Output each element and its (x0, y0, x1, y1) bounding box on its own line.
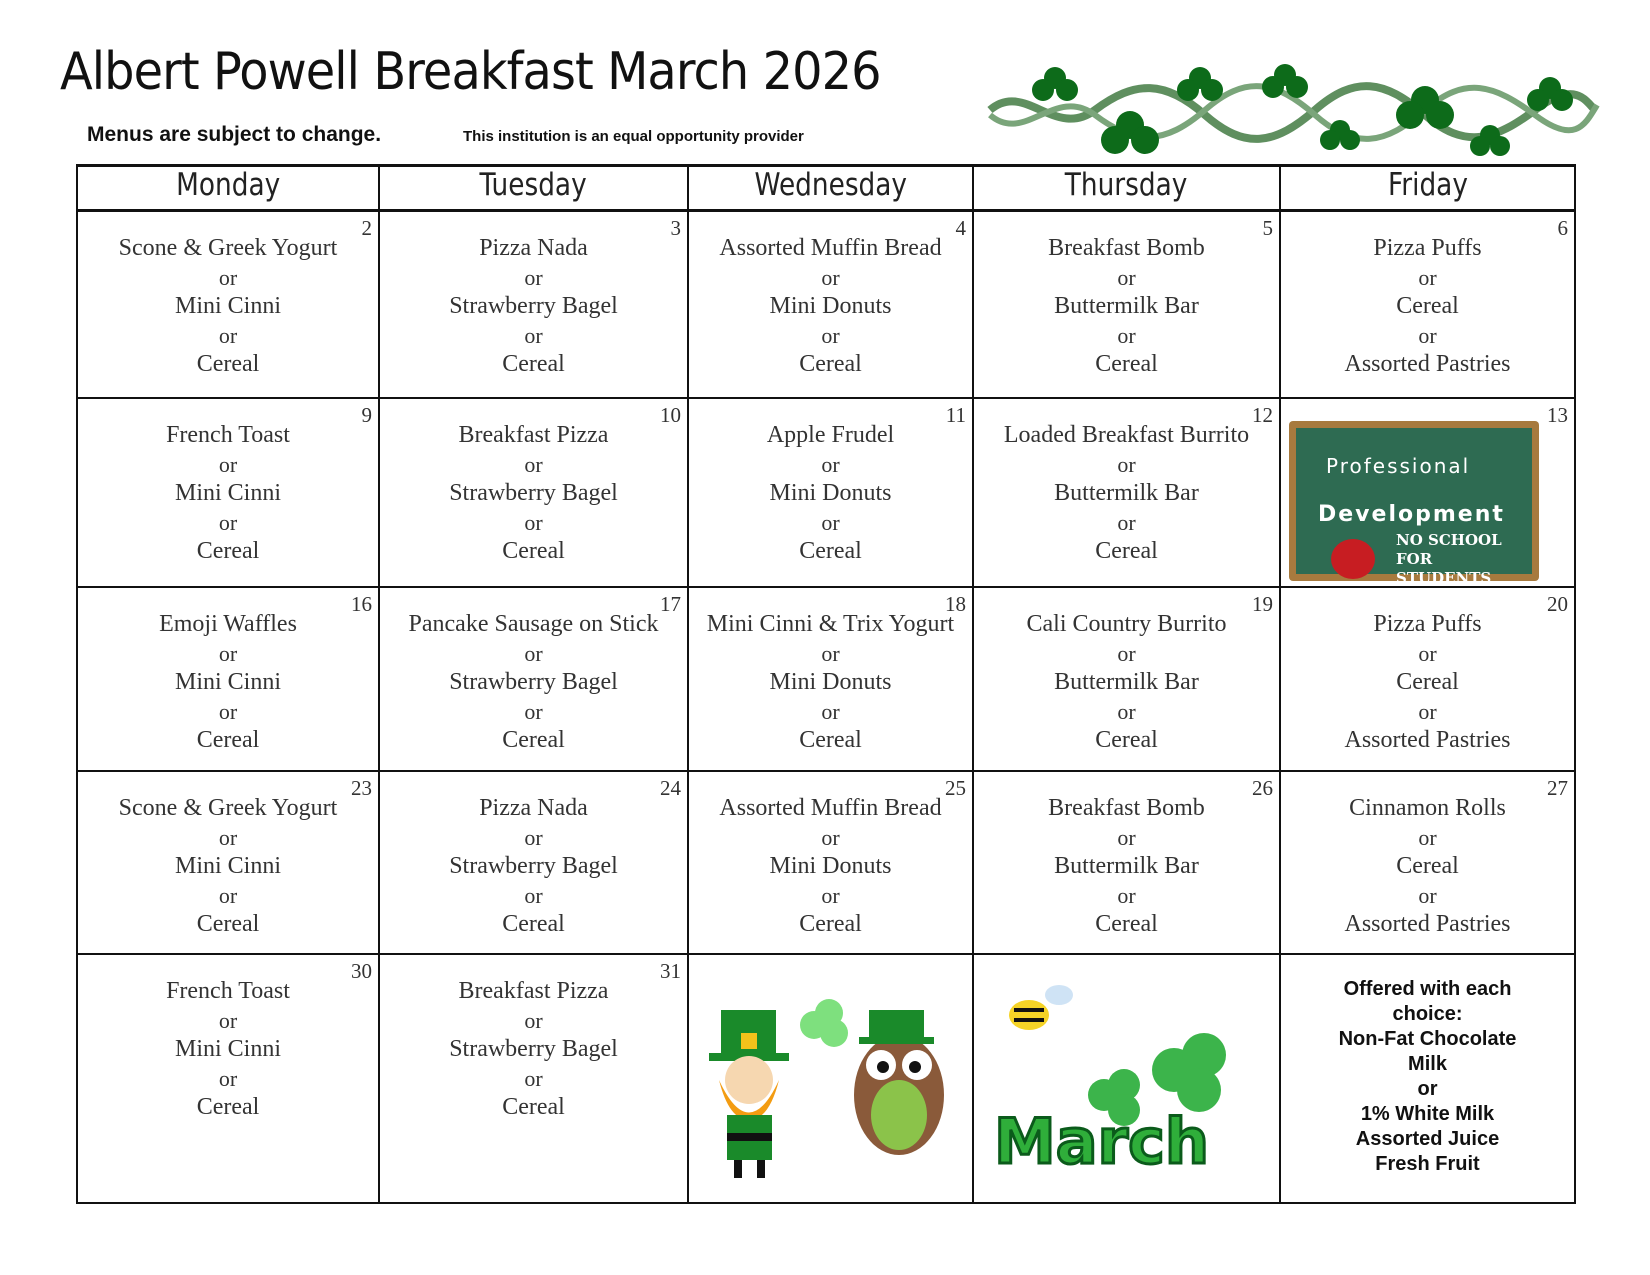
menu-item: Strawberry Bagel (449, 293, 618, 319)
or-separator: or (1418, 698, 1437, 724)
date-number: 26 (1252, 775, 1273, 800)
note-line: 1% White Milk (1360, 1102, 1495, 1125)
menu-item: Pizza Nada (479, 794, 588, 821)
day-cell (379, 771, 688, 954)
menu-item: Strawberry Bagel (449, 1035, 618, 1062)
day-header-friday (1280, 166, 1575, 211)
note-line: Assorted Juice (1355, 1127, 1500, 1150)
date-number: 24 (660, 775, 681, 800)
menu-item: Scone & Greek Yogurt (118, 794, 338, 821)
menu-item: Mini Cinni (174, 852, 282, 879)
day-cell (1280, 954, 1575, 1203)
or-separator: or (1117, 882, 1136, 908)
note-line: Offered with each (1343, 977, 1512, 1000)
menu-item: Assorted Pastries (1344, 726, 1511, 753)
day-label: Tuesday (479, 167, 588, 203)
menu-item: Cereal (1396, 668, 1459, 695)
menu-items (974, 212, 1279, 379)
menu-item: Cereal (502, 726, 565, 753)
menu-items (380, 955, 687, 1122)
or-separator: or (1418, 323, 1437, 348)
march-illustration (974, 955, 1279, 1195)
week-row (77, 398, 1575, 587)
day-header-monday (77, 166, 379, 211)
date-number: 27 (1547, 775, 1568, 800)
date-number: 19 (1252, 591, 1273, 616)
menu-items (1281, 772, 1574, 939)
menu-item: Mini Donuts (769, 293, 892, 319)
or-separator: or (1117, 509, 1136, 535)
day-cell (77, 398, 379, 587)
board-line: STUDENTS (1396, 568, 1492, 587)
menu-item: Buttermilk Bar (1054, 668, 1199, 695)
day-cell (1280, 771, 1575, 954)
menu-item: French Toast (166, 977, 290, 1004)
or-separator: or (1418, 882, 1437, 908)
menu-item: Pizza Puffs (1373, 235, 1482, 261)
day-cell (688, 954, 973, 1203)
menu-item: Mini Cinni (174, 1035, 282, 1062)
menu-items (78, 212, 378, 379)
or-separator: or (218, 698, 238, 724)
breakfast-calendar (76, 164, 1576, 1204)
date-number: 11 (945, 402, 966, 427)
or-separator: or (821, 451, 840, 477)
or-separator: or (1117, 451, 1136, 477)
or-separator: or (821, 698, 840, 724)
menu-items (78, 955, 378, 1122)
menu-item: Buttermilk Bar (1054, 293, 1199, 319)
or-separator: or (821, 265, 840, 290)
menu-item: Assorted Pastries (1344, 910, 1511, 937)
menu-item: Breakfast Bomb (1048, 235, 1205, 261)
day-header-wednesday (688, 166, 973, 211)
day-cell (379, 954, 688, 1203)
menu-item: Apple Frudel (766, 421, 895, 448)
day-cell (1280, 398, 1575, 587)
or-separator: or (218, 640, 238, 666)
or-separator: or (218, 451, 238, 477)
or-separator: or (218, 882, 238, 908)
menu-items (974, 772, 1279, 939)
day-cell (77, 211, 379, 398)
day-cell (973, 587, 1280, 771)
or-separator: or (524, 882, 543, 908)
date-number: 9 (361, 402, 372, 427)
menu-item: Breakfast Bomb (1048, 794, 1205, 821)
menu-items (380, 588, 687, 755)
day-header-thursday (973, 166, 1280, 211)
or-separator: or (524, 1007, 543, 1033)
menu-item: Cereal (1095, 537, 1158, 564)
date-number: 2 (361, 216, 372, 240)
menu-item: Mini Donuts (769, 479, 892, 506)
day-cell (973, 954, 1280, 1203)
menu-item: Strawberry Bagel (449, 668, 618, 695)
leprechaun-owl-illustration (689, 955, 972, 1202)
or-separator: or (821, 824, 840, 850)
day-cell (973, 771, 1280, 954)
or-separator: or (1117, 640, 1136, 666)
day-cell (688, 398, 973, 587)
day-cell (688, 211, 973, 398)
menu-item: Breakfast Pizza (458, 977, 609, 1004)
day-cell (379, 211, 688, 398)
day-cell (379, 398, 688, 587)
day-header-tuesday (379, 166, 688, 211)
date-number: 3 (670, 216, 681, 240)
menu-item: Cereal (1095, 726, 1158, 753)
menu-item: Assorted Pastries (1344, 351, 1511, 377)
or-separator: or (524, 698, 543, 724)
shamrock-vine-icon (985, 60, 1605, 165)
or-separator: or (1418, 640, 1437, 666)
or-separator: or (524, 824, 543, 850)
date-number: 23 (351, 775, 372, 800)
menu-item: Mini Cinni (174, 668, 282, 695)
menu-item: Strawberry Bagel (449, 479, 618, 506)
week-row (77, 587, 1575, 771)
note-line: or (1417, 1077, 1438, 1100)
date-number: 16 (351, 591, 372, 616)
menu-item: Cereal (502, 537, 565, 564)
menu-item: Cereal (799, 351, 862, 377)
or-separator: or (524, 1065, 543, 1091)
day-cell (77, 771, 379, 954)
or-separator: or (821, 323, 840, 348)
date-number: 31 (660, 958, 681, 983)
note-line: Fresh Fruit (1375, 1152, 1480, 1175)
day-cell (379, 587, 688, 771)
menu-item: Loaded Breakfast Burrito (1003, 421, 1250, 448)
menu-item: Cereal (196, 1093, 260, 1120)
menu-item: Buttermilk Bar (1054, 852, 1199, 879)
menu-items (78, 399, 378, 566)
menu-item: Cereal (502, 351, 565, 377)
menu-item: Breakfast Pizza (458, 421, 609, 448)
menu-items (974, 399, 1279, 566)
menu-item: Pizza Puffs (1373, 610, 1482, 637)
menu-item: Mini Cinni (174, 293, 282, 319)
menu-items (974, 588, 1279, 755)
day-cell (688, 587, 973, 771)
date-number: 10 (660, 402, 681, 427)
or-separator: or (218, 1065, 238, 1091)
or-separator: or (1117, 698, 1136, 724)
menu-item: Pizza Nada (479, 235, 588, 261)
week-row (77, 771, 1575, 954)
menu-items (689, 212, 972, 379)
date-number: 6 (1557, 216, 1568, 240)
menu-item: Cereal (1396, 852, 1459, 879)
board-line: Professional (1326, 453, 1471, 478)
menu-item: Emoji Waffles (159, 610, 297, 637)
day-label: Friday (1387, 167, 1468, 203)
apple-icon (1331, 539, 1375, 579)
menu-item: Cereal (196, 726, 260, 753)
day-cell (973, 211, 1280, 398)
day-label: Wednesday (754, 167, 907, 203)
date-number: 5 (1262, 216, 1273, 240)
day-label: Monday (175, 167, 281, 203)
menu-items (689, 399, 972, 566)
menu-item: Assorted Muffin Bread (719, 794, 942, 821)
date-number: 20 (1547, 591, 1568, 616)
menu-item: Cinnamon Rolls (1349, 794, 1506, 821)
or-separator: or (821, 640, 840, 666)
day-label: Thursday (1065, 167, 1188, 203)
menu-item: Cereal (799, 726, 862, 753)
menu-items (380, 212, 687, 379)
menu-item: Cereal (196, 351, 260, 377)
date-number: 4 (955, 216, 966, 240)
or-separator: or (1117, 824, 1136, 850)
or-separator: or (524, 509, 543, 535)
menu-item: Cereal (196, 910, 260, 937)
menu-item: Cereal (799, 537, 862, 564)
menu-item: Cereal (1095, 351, 1158, 377)
march-label: March (994, 1104, 1210, 1178)
date-number: 12 (1252, 402, 1273, 427)
board-line: Development (1318, 501, 1505, 527)
date-number: 30 (351, 958, 372, 983)
menu-item: Cereal (1095, 910, 1158, 937)
week-row (77, 954, 1575, 1203)
menu-change-note: Menus are subject to change. (87, 123, 382, 146)
date-number: 18 (945, 591, 966, 616)
or-separator: or (218, 323, 238, 348)
menu-items (689, 772, 972, 939)
note-line: Non-Fat Chocolate (1338, 1027, 1517, 1050)
or-separator: or (218, 509, 238, 535)
equal-opportunity-notice: This institution is an equal opportunity provider (463, 128, 804, 145)
menu-item: Mini Donuts (769, 668, 892, 695)
menu-item: Cereal (799, 910, 862, 937)
or-separator: or (1117, 323, 1136, 348)
day-cell (1280, 211, 1575, 398)
menu-item: Cereal (502, 1093, 565, 1120)
menu-item: Mini Cinni & Trix Yogurt (706, 610, 955, 637)
or-separator: or (524, 640, 543, 666)
day-cell (1280, 587, 1575, 771)
or-separator: or (1418, 265, 1437, 290)
or-separator: or (1117, 265, 1136, 290)
date-number: 13 (1547, 402, 1568, 427)
or-separator: or (524, 323, 543, 348)
menu-item: Strawberry Bagel (449, 852, 618, 879)
day-cell (688, 771, 973, 954)
date-number: 17 (660, 591, 681, 616)
or-separator: or (218, 824, 238, 850)
or-separator: or (821, 509, 840, 535)
board-line: NO SCHOOL FOR (1396, 530, 1502, 568)
menu-items (689, 588, 972, 755)
menu-item: Cereal (1396, 293, 1459, 319)
or-separator: or (218, 265, 238, 290)
menu-items (78, 588, 378, 755)
page-title: Albert Powell Breakfast March 2026 (60, 42, 881, 102)
note-line: choice: (1392, 1002, 1463, 1025)
or-separator: or (218, 1007, 238, 1033)
menu-items (1281, 212, 1574, 379)
menu-items (1281, 588, 1574, 755)
menu-item: Scone & Greek Yogurt (118, 235, 338, 261)
menu-item: Cereal (502, 910, 565, 937)
day-cell (77, 954, 379, 1203)
week-row (77, 211, 1575, 398)
menu-items (380, 399, 687, 566)
beverage-note (1281, 955, 1574, 1177)
day-cell (973, 398, 1280, 587)
menu-item: Mini Donuts (769, 852, 892, 879)
menu-items (78, 772, 378, 939)
note-line: Milk (1408, 1052, 1447, 1075)
menu-item: Cali Country Burrito (1026, 610, 1227, 637)
or-separator: or (821, 882, 840, 908)
day-cell (77, 587, 379, 771)
menu-item: Pancake Sausage on Stick (408, 610, 659, 637)
menu-item: Mini Cinni (174, 479, 282, 506)
menu-items (380, 772, 687, 939)
menu-item: Assorted Muffin Bread (719, 235, 942, 261)
or-separator: or (524, 451, 543, 477)
or-separator: or (1418, 824, 1437, 850)
menu-item: French Toast (166, 421, 290, 448)
no-school-note (1396, 531, 1532, 588)
menu-item: Cereal (196, 537, 260, 564)
menu-item: Buttermilk Bar (1054, 479, 1199, 506)
professional-development-board (1289, 421, 1539, 587)
or-separator: or (524, 265, 543, 290)
date-number: 25 (945, 775, 966, 800)
